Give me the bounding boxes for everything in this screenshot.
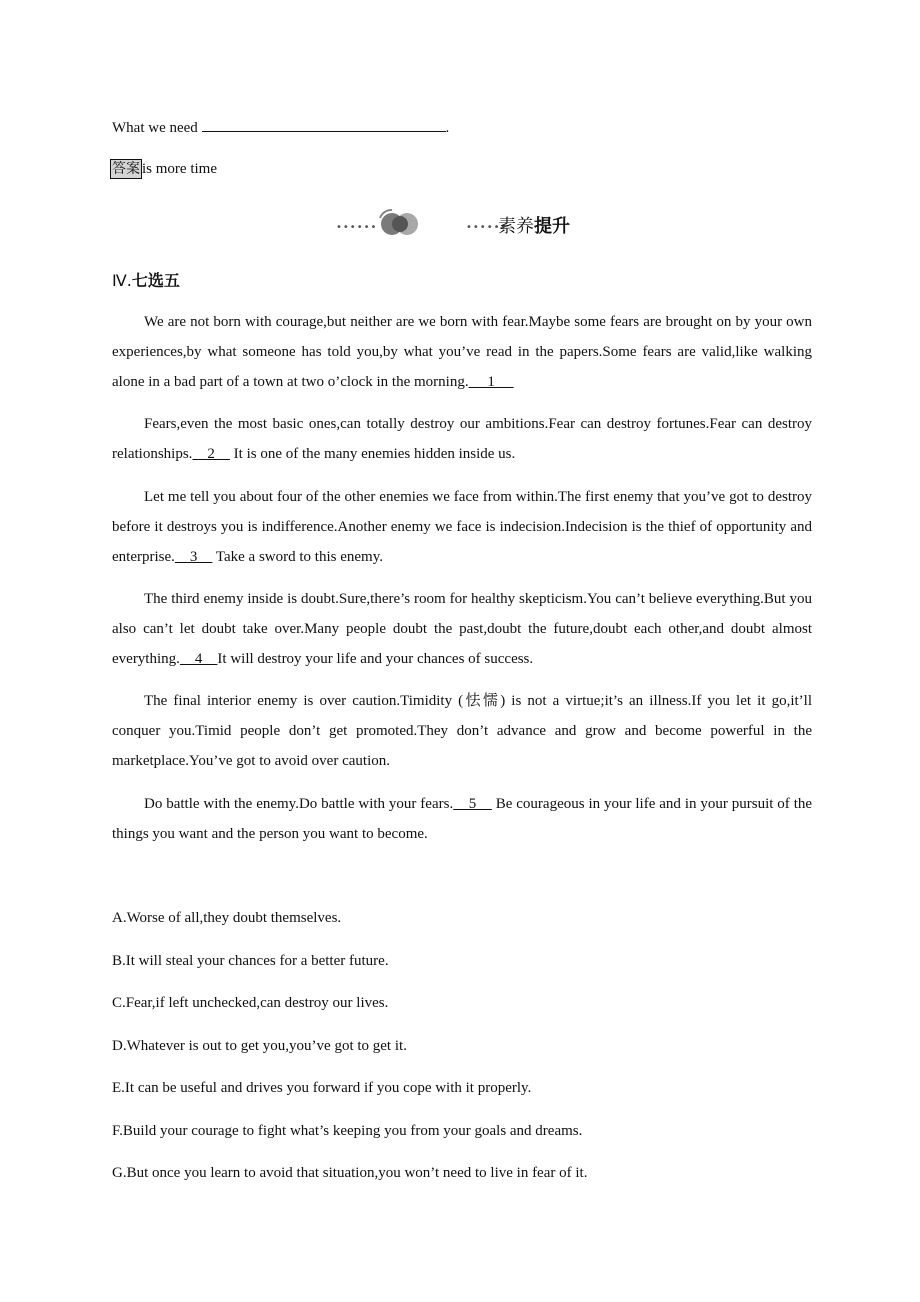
paragraph-4-text-a: The third enemy inside is doubt.Sure,there’s room for healthy skepticism.You can’t believe everything.But you also can’t let doubt take over.Many people doubt the past,doubt the future,doubt each other,and doubt almost everything. <box>112 591 812 667</box>
section-heading <box>112 268 180 291</box>
section-title: 七选五 <box>131 271 180 290</box>
paragraph-6 <box>112 789 812 849</box>
option-c[interactable]: C.Fear,if left unchecked,can destroy our lives. <box>112 995 389 1011</box>
section-banner <box>336 206 626 240</box>
paragraph-5 <box>112 686 812 776</box>
answer-line <box>110 159 217 179</box>
paragraph-3-text-a: Let me tell you about four of the other enemies we face from within.The first enemy that you’ve got to destroy before it destroys you is indifference.Another enemy we face is indecision.Indecision is the thief of opportunity and enterprise. <box>112 489 812 565</box>
option-f[interactable]: F.Build your courage to fight what’s keeping you from your goals and dreams. <box>112 1123 583 1139</box>
section-roman: Ⅳ. <box>112 271 132 290</box>
question-suffix: . <box>445 120 450 136</box>
gap-1[interactable]: 1 <box>468 374 514 390</box>
banner-title-bold: 提升 <box>534 216 570 237</box>
option-g[interactable]: G.But once you learn to avoid that situation,you won’t need to live in fear of it. <box>112 1165 588 1181</box>
answer-label-box[interactable]: 答案 <box>112 161 140 177</box>
paragraph-3-text-b: Take a sword to this enemy. <box>212 549 383 565</box>
paragraph-1 <box>112 307 812 397</box>
banner-dots-left: •••••• <box>336 222 378 233</box>
gap-3[interactable]: 3 <box>174 549 213 565</box>
banner-circles-icon <box>372 206 426 240</box>
paragraph-2-text-a: Fears,even the most basic ones,can totally destroy our ambitions.Fear can destroy fortunes.Fear can destroy relationships. <box>112 416 812 462</box>
paragraph-2 <box>112 409 812 469</box>
option-a[interactable]: A.Worse of all,they doubt themselves. <box>112 910 342 926</box>
paragraph-4-text-b: It will destroy your life and your chances of success. <box>217 651 534 667</box>
paragraph-4 <box>112 584 812 674</box>
gap-4[interactable]: 4 <box>179 651 218 667</box>
question-line <box>112 117 449 138</box>
paragraph-2-text-b: It is one of the many enemies hidden inside us. <box>229 446 516 462</box>
gap-2[interactable]: 2 <box>192 446 230 462</box>
question-prefix: What we need <box>112 120 202 136</box>
paragraph-6-text-a: Do battle with the enemy.Do battle with your fears. <box>144 796 454 812</box>
banner-title-normal: 素养 <box>498 216 534 237</box>
option-d[interactable]: D.Whatever is out to get you,you’ve got to get it. <box>112 1038 407 1054</box>
option-e[interactable]: E.It can be useful and drives you forward if you cope with it properly. <box>112 1080 532 1096</box>
paragraph-5-text: The final interior enemy is over caution.Timidity (怯懦) is not a virtue;it’s an illness.If you let it go,it’ll conquer you.Timid people don’t get promoted.They don’t advance and grow and become powerful in the marketplace.You’ve got to avoid over caution. <box>112 693 812 769</box>
paragraph-6-text-b: Be courageous in your life and in your pursuit of the things you want and the person you want to become. <box>112 796 813 842</box>
option-b[interactable]: B.It will steal your chances for a better future. <box>112 953 389 969</box>
answer-blank[interactable] <box>202 117 446 132</box>
paragraph-1-text: We are not born with courage,but neither are we born with fear.Maybe some fears are brought on by your own experiences,by what someone has told you,by what you’ve read in the papers.Some fears are valid,like walking alone in a bad part of a town at two o’clock in the morning. <box>112 314 812 390</box>
paragraph-3 <box>112 482 812 572</box>
answer-text: is more time <box>142 161 217 177</box>
gap-5[interactable]: 5 <box>453 796 492 812</box>
banner-title <box>498 212 570 238</box>
banner-dots-right: •••••• <box>466 222 508 233</box>
